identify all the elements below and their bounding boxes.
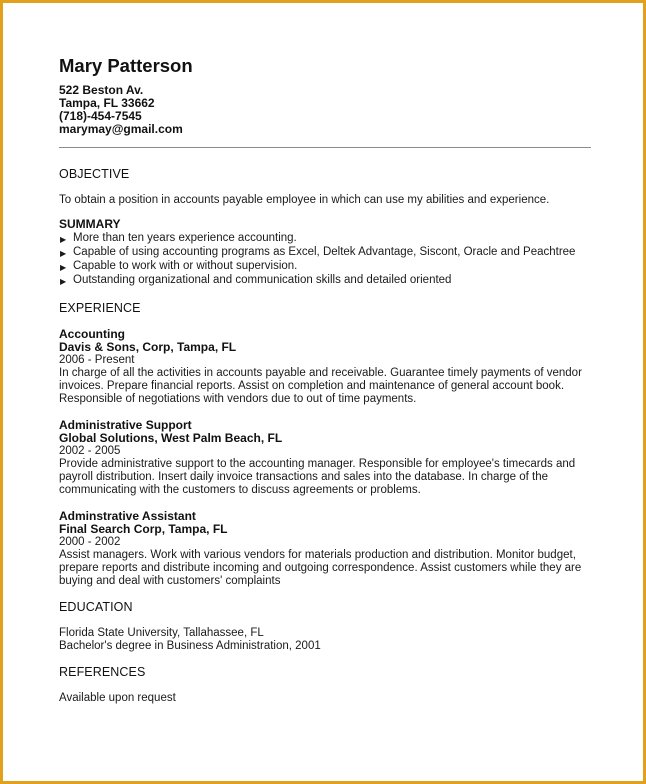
job-description: Assist managers. Work with various vendors for materials production and distribution. Monitor budget, prepare reports and distribute incoming and outgoing correspondence. Assist customers while they are buying and deal with customers' complaints xyxy=(59,549,582,587)
experience-heading: EXPERIENCE xyxy=(59,301,141,315)
bullet-icon: ▶ xyxy=(60,235,67,244)
job-dates: 2006 - Present xyxy=(59,354,135,366)
bullet-icon: ▶ xyxy=(60,277,67,286)
summary-item xyxy=(59,260,595,273)
summary-list xyxy=(59,232,595,287)
address-line-1: 522 Beston Av. xyxy=(59,83,144,97)
summary-item-text: More than ten years experience accounting. xyxy=(73,232,297,244)
job-entry xyxy=(59,328,595,406)
job-dates: 2000 - 2002 xyxy=(59,536,121,548)
summary-item-text: Outstanding organizational and communication skills and detailed oriented xyxy=(73,274,452,286)
job-company: Global Solutions, West Palm Beach, FL xyxy=(59,431,283,445)
divider xyxy=(59,147,591,148)
job-description: In charge of all the activities in accounts payable and receivable. Guarantee timely payments of vendor invoices. Prepare financial reports. Assist on completion and maintenance of general account book. Responsible of negotiations with vendors due to out of time payments. xyxy=(59,367,582,405)
bullet-icon: ▶ xyxy=(60,263,67,272)
bullet-icon: ▶ xyxy=(60,249,67,258)
summary-heading: SUMMARY xyxy=(59,217,121,231)
candidate-name: Mary Patterson xyxy=(59,55,193,76)
education-degree: Bachelor's degree in Business Administration, 2001 xyxy=(59,640,321,652)
objective-text: To obtain a position in accounts payable employee in which can use my abilities and experience. xyxy=(59,194,550,206)
job-company: Davis & Sons, Corp, Tampa, FL xyxy=(59,340,237,354)
summary-item xyxy=(59,274,595,287)
job-title: Administrative Support xyxy=(59,418,192,432)
references-text: Available upon request xyxy=(59,692,176,704)
job-dates: 2002 - 2005 xyxy=(59,445,121,457)
resume-document xyxy=(59,53,595,705)
education-school: Florida State University, Tallahassee, FL xyxy=(59,627,264,639)
summary-item xyxy=(59,246,595,259)
contact-block xyxy=(59,84,595,136)
objective-heading: OBJECTIVE xyxy=(59,167,130,181)
job-title: Accounting xyxy=(59,327,125,341)
references-heading: REFERENCES xyxy=(59,665,146,679)
job-entry xyxy=(59,419,595,497)
email-address: marymay@gmail.com xyxy=(59,122,183,136)
job-description: Provide administrative support to the accounting manager. Responsible for employee's timecards and payroll distribution. Insert daily invoice transactions and sales into the database. In charge of the communicating with the customers to discuss agreements or problems. xyxy=(59,458,576,496)
job-title: Adminstrative Assistant xyxy=(59,509,196,523)
address-line-2: Tampa, FL 33662 xyxy=(59,96,155,110)
summary-item-text: Capable of using accounting programs as Excel, Deltek Advantage, Siscont, Oracle and Peachtree xyxy=(73,246,576,258)
summary-item-text: Capable to work with or without supervision. xyxy=(73,260,298,272)
job-entry xyxy=(59,510,595,588)
education-heading: EDUCATION xyxy=(59,600,133,614)
phone-number: (718)-454-7545 xyxy=(59,109,142,123)
summary-item xyxy=(59,232,595,245)
job-company: Final Search Corp, Tampa, FL xyxy=(59,522,228,536)
